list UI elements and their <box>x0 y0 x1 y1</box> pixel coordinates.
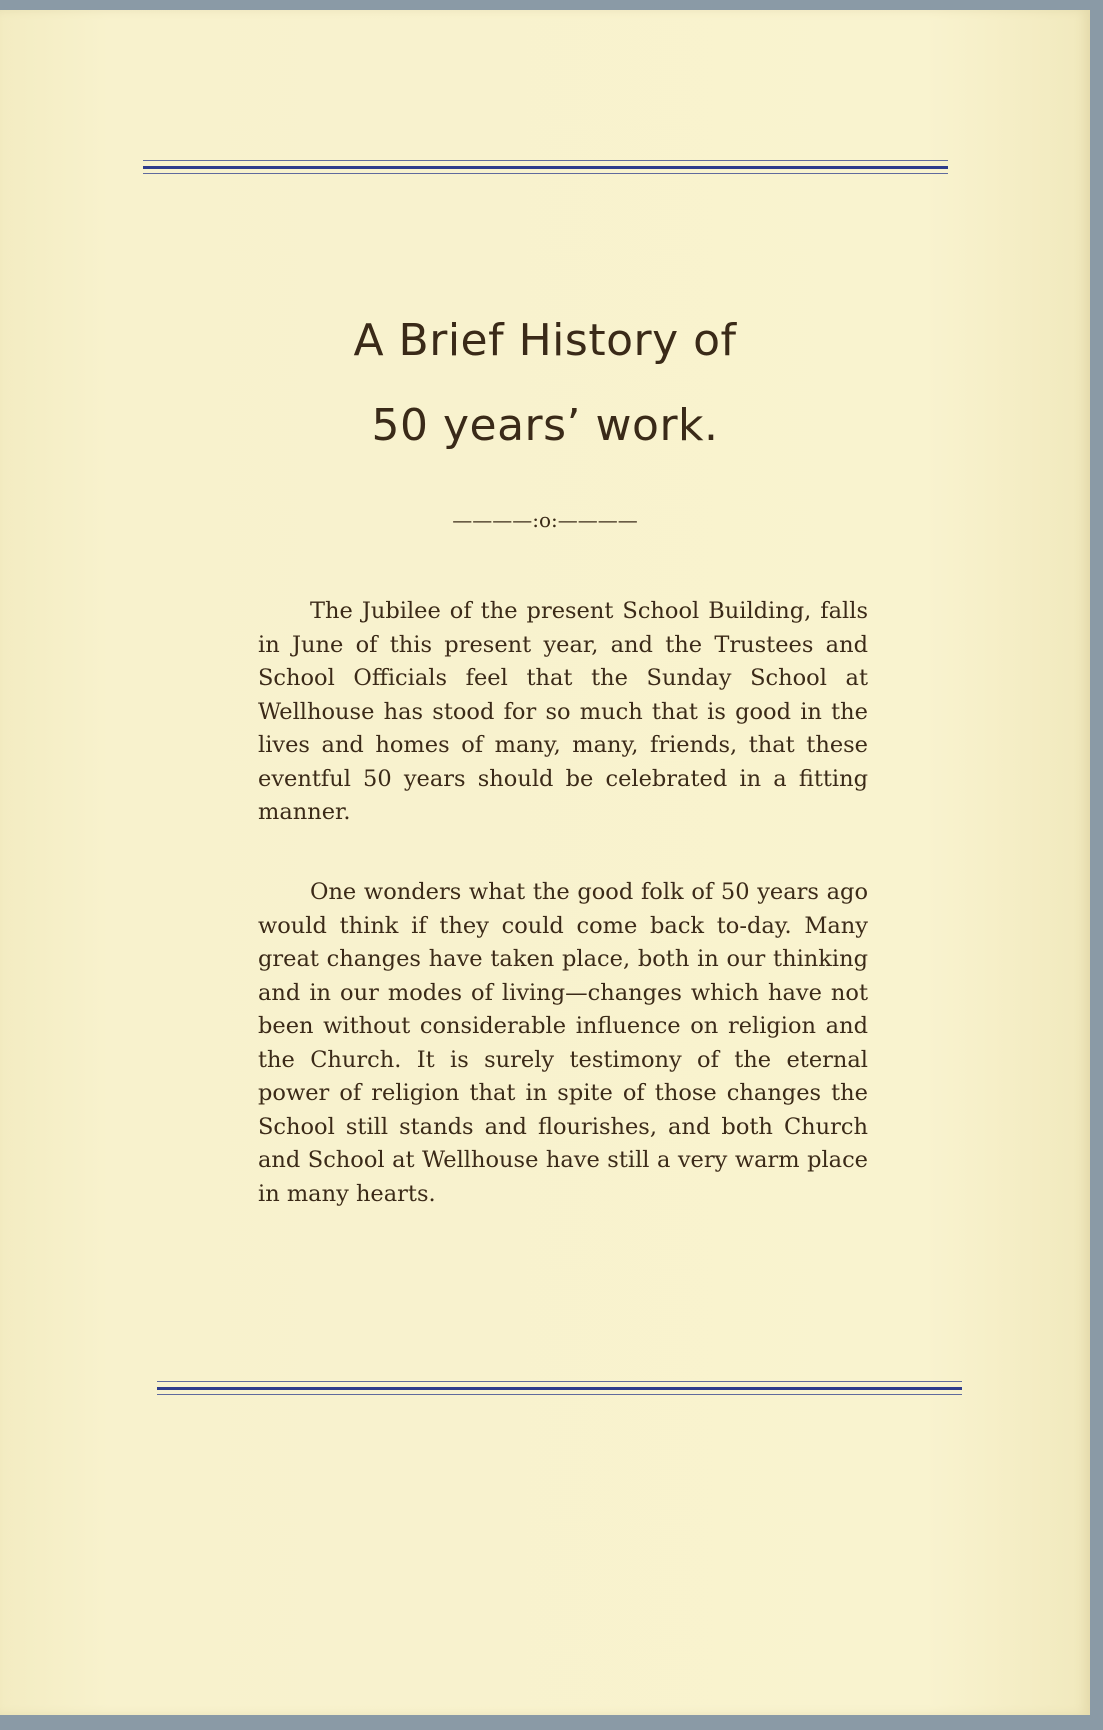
document-page <box>0 10 1090 1715</box>
rule-line <box>143 160 948 161</box>
ornamental-divider: ————:o:———— <box>452 508 638 532</box>
paragraph-jubilee: The Jubilee of the present School Building, falls in June of this present year, and the Trustees and School Officials feel that the Sunday School at Wellhouse has stood for so much that is good in the lives and homes of many, many, friends, that these eventful 50 years should be celebrated in a fitting manner. <box>258 598 868 825</box>
rule-line <box>157 1381 962 1382</box>
rule-line <box>157 1394 962 1395</box>
page-title-line-2: 50 years’ work. <box>371 400 719 451</box>
paragraph-changes: One wonders what the good folk of 50 years ago would think if they could come back to-day. Many great changes have taken place, both in our thinking and in our modes of living—changes which have not been without considerable influence on religion and the Church. It is surely testimony of the eternal power of religion that in spite of those changes the School still stands and flourishes, and both Church and School at Wellhouse have still a very warm place in many hearts. <box>258 879 868 1207</box>
rule-line <box>143 166 948 169</box>
top-double-rule <box>143 160 948 182</box>
rule-line <box>157 1387 962 1390</box>
bottom-double-rule <box>157 1381 962 1403</box>
page-title-line-1: A Brief History of <box>353 315 737 366</box>
rule-line <box>143 173 948 174</box>
